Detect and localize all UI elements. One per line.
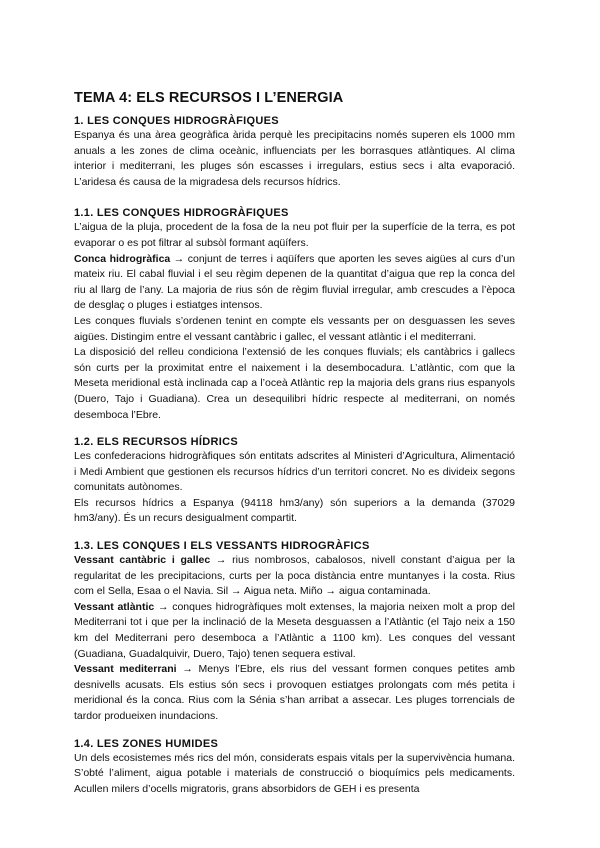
- paragraph-definition: [74, 600, 515, 662]
- section-1-3: [74, 540, 515, 725]
- paragraph: Un dels ecosistemes més rics del món, considerats espais vitals per la supervivència humana. S’obté l’aliment, aigua potable i materials de construcció o bioquímics pels medicaments. Acullen milers d’ocells migratoris, grans absorbidors de GEH i es presenta: [74, 751, 515, 795]
- paragraph-definition: [74, 252, 515, 314]
- definition-text: → rius nombrosos, cabalosos, nivell constant d’aigua per la regularitat de les precipitacions, curts per la poca distància entre muntanyes i la costa. Rius com el Sella, Esaa o el Navia. Sil → Aigua neta. Miño → aigua contaminada.: [74, 554, 515, 598]
- section-heading: 1.2. ELS RECURSOS HÍDRICS: [74, 436, 238, 449]
- section-heading: 1.4. LES ZONES HUMIDES: [74, 737, 219, 750]
- paragraph: Les conques fluvials s’ordenen tenint en compte els vessants per on desguassen les seves aigües. Distingim entre el vessant cantàbric i gallec, el vessant atlàntic i el mediterrani.: [74, 314, 515, 343]
- paragraph: L’aigua de la pluja, procedent de la fosa de la neu pot fluir per la superfície de la terra, es pot evaporar o es pot filtrar al subsòl formant aqüífers.: [74, 221, 515, 249]
- defined-term: Conca hidrogràfica: [74, 252, 171, 265]
- paragraph: Les confederacions hidrogràfiques són entitats adscrites al Ministeri d’Agricultura, Alimentació i Medi Ambient que gestionen els recursos hídrics d’un territori concret. No es divideix segons comunitats autònomes.: [74, 450, 515, 494]
- paragraph: Els recursos hídrics a Espanya (94118 hm3/any) són superiors a la demanda (37029 hm3/any). És un recurs desigualment compartit.: [74, 496, 515, 525]
- section-heading: 1. LES CONQUES HIDROGRÀFIQUES: [74, 115, 279, 127]
- paragraph-definition: [74, 662, 515, 724]
- definition-text: → conjunt de terres i aqüífers que aporten les seves aigües al curs d’un mateix riu. El cabal fluvial i el seu règim depenen de la quantitat d’aigua que rep la conca del riu al llarg de l’any. La majoria de rius són de règim fluvial irregular, amb crescudes a l’època de desglaç o pluges i estiatges intensos.: [74, 252, 516, 312]
- section-1-1: [74, 207, 515, 423]
- definition-text: → Menys l’Ebre, els rius del vessant formen conques petites amb desnivells acusats. Els estius són secs i provoquen estiatges prolongats com més petita i meridional és la conca. Rius com la Sénia s’han arribat a assecar. Les pluges torrencials de tardor produeixen inundacions.: [74, 663, 516, 722]
- defined-term: Vessant mediterrani: [74, 663, 177, 676]
- defined-term: Vessant cantàbric i gallec: [74, 554, 211, 567]
- defined-term: Vessant atlàntic: [74, 600, 155, 613]
- definition-text: → conques hidrogràfiques molt extenses, la majoria neixen molt a prop del Mediterrani tot i que per la inclinació de la Meseta desguassen a l’Atlàntic (el Tajo neix a 150 km del Mediterrani pero desemboca a l’Atlàntic a 1100 km). Les conques del vessant (Guadiana, Guadalquivir, Duero, Tajo) tenen sequera estival.: [74, 600, 515, 660]
- paragraph: La disposició del relleu condiciona l’extensió de les conques fluvials; els cantàbrics i gallecs són curts per la proximitat entre el naixement i la desembocadura. L’atlàntic, com que la Meseta meridional està inclinada cap a l’oceà Atlàntic rep la majoria dels grans rius espanyols (Duero, Tajo i Guadiana). Crea un desequilibri hídric respecte al mediterrani, on només desemboca l’Ebre.: [74, 346, 515, 421]
- section-1-2: [74, 436, 515, 527]
- section-1-4: [74, 738, 515, 798]
- page-title: TEMA 4: ELS RECURSOS I L’ENERGIA: [74, 90, 344, 106]
- section-heading: 1.1. LES CONQUES HIDROGRÀFIQUES: [74, 207, 289, 220]
- section-heading: 1.3. LES CONQUES I ELS VESSANTS HIDROGRÀFICS: [74, 540, 370, 553]
- paragraph: Espanya és una àrea geogràfica àrida perquè les precipitacins només superen els 1000 mm anuals a les zones de clima oceànic, influenciats per les borrasques atlàntiques. Al clima interior i mediterrani, les pluges són escasses i irregulars, estius secs i alta evaporació. L’aridesa és causa de la migradesa dels recursos hídrics.: [74, 129, 515, 188]
- paragraph-definition: [74, 553, 515, 600]
- section-1: [74, 115, 515, 190]
